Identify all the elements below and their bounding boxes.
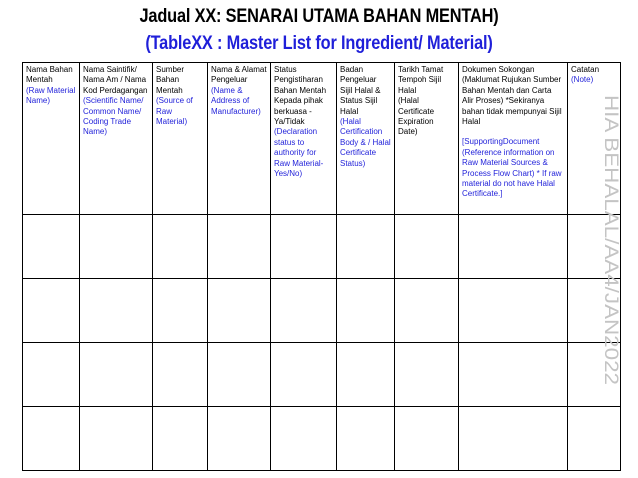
column-header: Dokumen Sokongan (Maklumat Rujukan Sumber Bahan Mentah dan Carta Alir Proses) *Sekiranya bahan tidak mempunyai Sijil Halal [SupportingDocument (Reference information on Raw Material Sources & Process Flow Chart) * If raw material do not have Halal Certificate.] bbox=[459, 63, 568, 215]
table-cell[interactable] bbox=[153, 343, 208, 407]
table-cell[interactable] bbox=[337, 343, 395, 407]
column-header: Nama & Alamat Pengeluar (Name & Address of Manufacturer) bbox=[208, 63, 271, 215]
table-cell[interactable] bbox=[271, 407, 337, 471]
table-cell[interactable] bbox=[80, 215, 153, 279]
table-cell[interactable] bbox=[23, 407, 80, 471]
table-cell[interactable] bbox=[208, 215, 271, 279]
table-cell[interactable] bbox=[568, 407, 621, 471]
page-title: Jadual XX: SENARAI UTAMA BAHAN MENTAH) bbox=[139, 6, 499, 27]
column-header: Tarikh Tamat Tempoh Sijil Halal (Halal Certificate Expiration Date) bbox=[395, 63, 459, 215]
table-cell[interactable] bbox=[395, 407, 459, 471]
column-header: Status Pengistiharan Bahan Mentah Kepada pihak berkuasa - Ya/Tidak (Declaration status to authority for Raw Material- Yes/No) bbox=[271, 63, 337, 215]
table-cell[interactable] bbox=[271, 343, 337, 407]
table-cell[interactable] bbox=[459, 407, 568, 471]
table-cell[interactable] bbox=[23, 279, 80, 343]
master-list-table bbox=[22, 62, 621, 471]
table-cell[interactable] bbox=[395, 215, 459, 279]
table-cell[interactable] bbox=[80, 343, 153, 407]
table-row bbox=[23, 279, 621, 343]
table-cell[interactable] bbox=[337, 215, 395, 279]
table-cell[interactable] bbox=[208, 407, 271, 471]
table-cell[interactable] bbox=[153, 279, 208, 343]
watermark bbox=[599, 95, 623, 385]
table-row bbox=[23, 215, 621, 279]
table-cell[interactable] bbox=[337, 279, 395, 343]
column-header: Nama Saintifik/ Nama Am / Nama Kod Perdagangan (Scientific Name/ Common Name/ Coding Trade Name) bbox=[80, 63, 153, 215]
table-cell[interactable] bbox=[80, 279, 153, 343]
table-cell[interactable] bbox=[459, 279, 568, 343]
table-cell[interactable] bbox=[153, 215, 208, 279]
table-header-row bbox=[23, 63, 621, 215]
table-cell[interactable] bbox=[23, 215, 80, 279]
table-cell[interactable] bbox=[208, 279, 271, 343]
column-header: Sumber Bahan Mentah (Source of Raw Material) bbox=[153, 63, 208, 215]
table-cell[interactable] bbox=[271, 279, 337, 343]
column-header: Catatan (Note) bbox=[568, 63, 621, 215]
table-row bbox=[23, 407, 621, 471]
column-header: Nama Bahan Mentah (Raw Material Name) bbox=[23, 63, 80, 215]
table-cell[interactable] bbox=[337, 407, 395, 471]
page-subtitle: (TableXX : Master List for Ingredient/ Material) bbox=[145, 33, 493, 54]
table-cell[interactable] bbox=[153, 407, 208, 471]
table-cell[interactable] bbox=[80, 407, 153, 471]
table-cell[interactable] bbox=[271, 215, 337, 279]
watermark-text: HIA BEHALAL/AA4/JAN2022 bbox=[600, 95, 622, 348]
table-cell[interactable] bbox=[395, 279, 459, 343]
table-cell[interactable] bbox=[459, 215, 568, 279]
column-header: Badan Pengeluar Sijil Halal & Status Sijil Halal (Halal Certification Body & / Halal Certificate Status) bbox=[337, 63, 395, 215]
table-cell[interactable] bbox=[23, 343, 80, 407]
table-row bbox=[23, 343, 621, 407]
table-cell[interactable] bbox=[395, 343, 459, 407]
table-cell[interactable] bbox=[208, 343, 271, 407]
table-cell[interactable] bbox=[459, 343, 568, 407]
